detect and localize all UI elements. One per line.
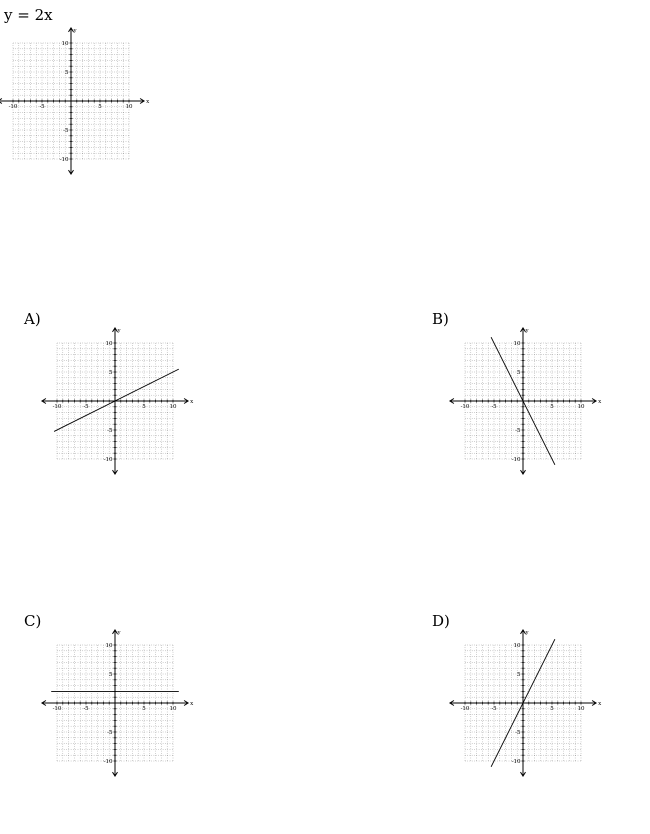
question-graph	[3, 27, 150, 167]
x-tick-label: 5	[142, 706, 146, 712]
y-tick-label: 10	[513, 341, 521, 347]
x-tick-label: 10	[169, 706, 177, 712]
y-axis-label: y	[525, 327, 529, 334]
y-tick-label: -5	[515, 730, 521, 736]
option-b-label[interactable]: B)	[432, 310, 449, 328]
x-tick-label: -5	[83, 404, 89, 410]
x-tick-label: -10	[52, 404, 62, 410]
y-tick-label: 5	[517, 370, 521, 376]
plotted-line	[54, 369, 179, 431]
x-tick-label: -5	[491, 404, 497, 410]
y-axis-label: y	[73, 27, 77, 34]
y-axis-label: y	[117, 629, 121, 636]
y-tick-label: 10	[105, 643, 113, 649]
y-tick-label: -10	[103, 759, 113, 765]
y-tick-label: -5	[63, 128, 69, 134]
option-a-label[interactable]: A)	[24, 310, 41, 328]
y-tick-label: 5	[65, 70, 69, 76]
y-tick-label: 10	[513, 643, 521, 649]
y-tick-label: -10	[511, 759, 521, 765]
option-c-graph[interactable]	[47, 629, 194, 773]
y-tick-label: -10	[103, 457, 113, 463]
x-tick-label: -10	[52, 706, 62, 712]
y-axis-label: y	[117, 327, 121, 334]
y-tick-label: 10	[61, 41, 69, 47]
option-a-graph[interactable]	[47, 327, 194, 471]
x-tick-label: 10	[577, 404, 585, 410]
option-d-label[interactable]: D)	[432, 612, 450, 630]
x-tick-label: -5	[39, 104, 45, 110]
x-tick-label: 10	[169, 404, 177, 410]
y-tick-label: -5	[107, 428, 113, 434]
x-tick-label: 10	[125, 104, 133, 110]
y-tick-label: -10	[511, 457, 521, 463]
x-axis-label: x	[190, 399, 194, 405]
x-tick-label: -10	[8, 104, 18, 110]
y-tick-label: 5	[517, 672, 521, 678]
x-tick-label: 5	[550, 404, 554, 410]
x-tick-label: -5	[491, 706, 497, 712]
x-tick-label: -10	[460, 404, 470, 410]
y-tick-label: 5	[109, 370, 113, 376]
option-b-graph[interactable]	[455, 327, 602, 471]
y-axis-label: y	[525, 629, 529, 636]
x-tick-label: -5	[83, 706, 89, 712]
option-c-label[interactable]: C)	[24, 612, 42, 630]
y-tick-label: -10	[59, 157, 69, 163]
question-equation: y = 2x	[4, 6, 53, 24]
x-axis-label: x	[598, 399, 602, 405]
y-tick-label: 5	[109, 672, 113, 678]
y-tick-label: 10	[105, 341, 113, 347]
x-tick-label: 5	[550, 706, 554, 712]
option-d-graph[interactable]	[455, 629, 602, 773]
x-axis-label: x	[598, 701, 602, 707]
x-axis-label: x	[190, 701, 194, 707]
y-tick-label: -5	[107, 730, 113, 736]
x-tick-label: -10	[460, 706, 470, 712]
x-axis-label: x	[146, 99, 150, 105]
y-tick-label: -5	[515, 428, 521, 434]
x-tick-label: 5	[98, 104, 102, 110]
x-tick-label: 5	[142, 404, 146, 410]
x-tick-label: 10	[577, 706, 585, 712]
